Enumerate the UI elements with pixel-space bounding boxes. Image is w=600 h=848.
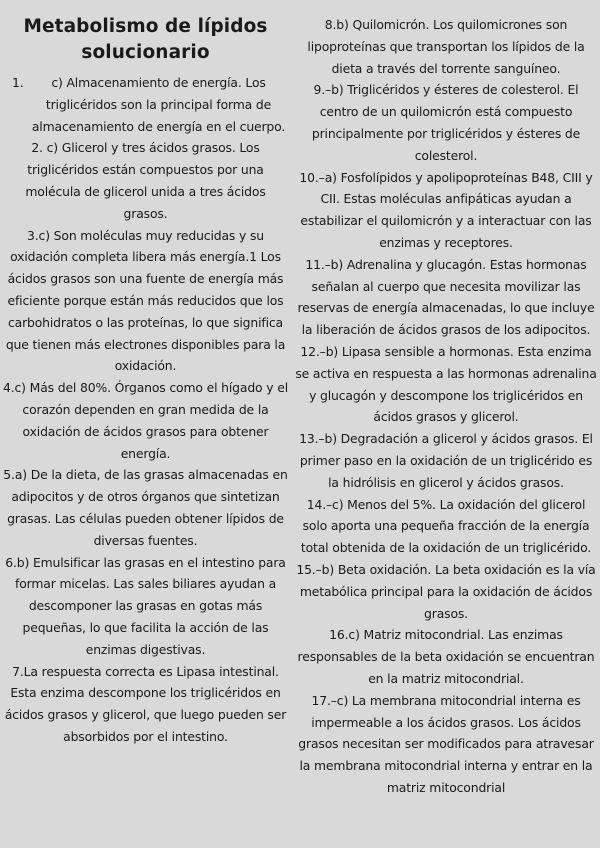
- answer-item-6: 6.b) Emulsificar las grasas en el intestino para formar micelas. Las sales biliares ayudan a descomponer las grasas en gotas más pequeñas, lo que facilita la acción de las enzimas digestivas.: [5, 554, 286, 657]
- answer-item-1-number: 1.: [12, 75, 24, 90]
- answer-item-1-text: c) Almacenamiento de energía. Los triglicéridos son la principal forma de almacenamiento de energía en el cuerpo.: [31, 75, 286, 134]
- page-title: [2, 14, 289, 66]
- page-title-line-2: solucionario: [81, 42, 210, 63]
- left-column: [2, 14, 289, 748]
- answer-item-1: [2, 72, 289, 137]
- answer-item-12: 12.–b) Lipasa sensible a hormonas. Esta enzima se activa en respuesta a las hormonas adrenalina y glucagón y descompone los triglicéridos en ácidos grasos y glicerol.: [295, 343, 597, 425]
- answer-item-13: 13.–b) Degradación a glicerol y ácidos grasos. El primer paso en la oxidación de un triglicérido es la hidrólisis en glicerol y ácidos grasos.: [299, 431, 593, 490]
- answer-item-4: 4.c) Más del 80%. Órganos como el hígado y el corazón dependen en gran medida de la oxidación de ácidos grasos para obtener energía.: [3, 380, 288, 461]
- answer-item-16: 16.c) Matriz mitocondrial. Las enzimas responsables de la beta oxidación se encuentran en la matriz mitocondrial.: [297, 627, 595, 686]
- answer-item-5: 5.a) De la dieta, de las grasas almacenadas en adipocitos y de otros órganos que sintetizan grasas. Las células pueden obtener lípidos de diversas fuentes.: [3, 467, 288, 548]
- answer-item-3: 3.c) Son moléculas muy reducidas y su oxidación completa libera más energía.1 Los ácidos grasos son una fuente de energía más eficiente porque están más reducidos que los carbohidratos o las proteínas, lo que significa que tienen más electrones disponibles para la oxidación.: [5, 227, 286, 374]
- answer-item-10: 10.–a) Fosfolípidos y apolipoproteínas B48, CIII y CII. Estas moléculas anfipáticas ayudan a estabilizar el quilomicrón y a interactuar con las enzimas y receptores.: [299, 169, 593, 250]
- answer-item-11: 11.–b) Adrenalina y glucagón. Estas hormonas señalan al cuerpo que necesita movilizar las reservas de energía almacenadas, lo que incluye la liberación de ácidos grasos de los adipocitos.: [297, 256, 595, 338]
- answer-item-7: 7.La respuesta correcta es Lipasa intestinal. Esta enzima descompone los triglicéridos en ácidos grasos y glicerol, que luego pueden ser absorbidos por el intestino.: [4, 663, 287, 744]
- right-column: [293, 14, 599, 799]
- answer-item-2: 2. c) Glicerol y tres ácidos grasos. Los triglicéridos están compuestos por una molécula de glicerol unida a tres ácidos grasos.: [25, 140, 266, 221]
- answer-item-15: 15.–b) Beta oxidación. La beta oxidación es la vía metabólica principal para la oxidación de ácidos grasos.: [296, 561, 596, 621]
- answer-item-14: 14.–c) Menos del 5%. La oxidación del glicerol solo aporta una pequeña fracción de la energía total obtenida de la oxidación de un triglicérido.: [300, 496, 592, 556]
- page-title-line-1: Metabolismo de lípidos: [23, 16, 268, 37]
- answer-item-17: 17.–c) La membrana mitocondrial interna es impermeable a los ácidos grasos. Los ácidos grasos necesitan ser modificados para atravesar la membrana mitocondrial interna y entrar en la matriz mitocondrial: [298, 692, 594, 795]
- answer-item-9: 9.–b) Triglicéridos y ésteres de colesterol. El centro de un quilomicrón está compuesto principalmente por triglicéridos y ésteres de colesterol.: [311, 82, 581, 163]
- answer-item-8: 8.b) Quilomicrón. Los quilomicrones son lipoproteínas que transportan los lípidos de la dieta a través del torrente sanguíneo.: [307, 17, 585, 76]
